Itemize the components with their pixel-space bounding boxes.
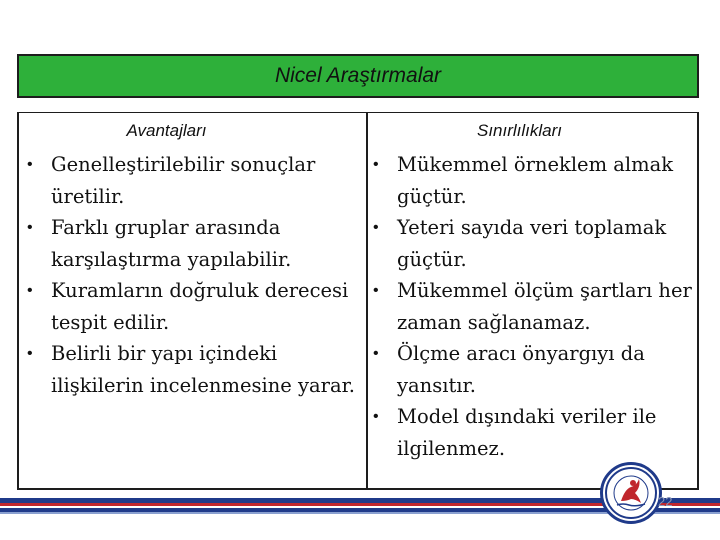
list-item: • Kuramların doğruluk derecesi tespit edilir. <box>27 275 362 338</box>
advantages-column <box>19 113 366 488</box>
list-item: • Mükemmel örneklem almak güçtür. <box>373 149 695 212</box>
list-item: • Farklı gruplar arasında karşılaştırma yapılabilir. <box>27 212 362 275</box>
list-item: • Yeteri sayıda veri toplamak güçtür. <box>373 212 695 275</box>
advantages-list <box>27 149 362 401</box>
limitations-list <box>373 149 695 464</box>
bullet-icon: • <box>27 345 33 362</box>
advantages-header: Avantajları <box>126 121 207 140</box>
list-item: • Ölçme aracı önyargıyı da yansıtır. <box>373 338 695 401</box>
list-item: • Belirli bir yapı içindeki ilişkilerin incelenmesine yarar. <box>27 338 362 401</box>
slide-title-bar <box>17 54 699 98</box>
list-item: • Genelleştirilebilir sonuçlar üretilir. <box>27 149 362 212</box>
bullet-icon: • <box>27 219 33 236</box>
bullet-icon: • <box>27 156 33 173</box>
bullet-icon: • <box>373 219 379 236</box>
bullet-icon: • <box>373 345 379 362</box>
comparison-table <box>17 112 699 490</box>
bullet-icon: • <box>373 408 379 425</box>
slide-title: Nicel Araştırmalar <box>274 64 442 87</box>
bullet-icon: • <box>27 282 33 299</box>
university-logo-icon <box>600 462 662 524</box>
list-item: • Model dışındaki veriler ile ilgilenmez. <box>373 401 695 464</box>
limitations-header: Sınırlılıkları <box>476 121 563 140</box>
logo-emblem-icon <box>603 465 659 521</box>
page-number: 22 <box>658 494 673 509</box>
limitations-column <box>368 113 699 488</box>
bullet-icon: • <box>373 156 379 173</box>
bullet-icon: • <box>373 282 379 299</box>
list-item: • Mükemmel ölçüm şartları her zaman sağlanamaz. <box>373 275 695 338</box>
